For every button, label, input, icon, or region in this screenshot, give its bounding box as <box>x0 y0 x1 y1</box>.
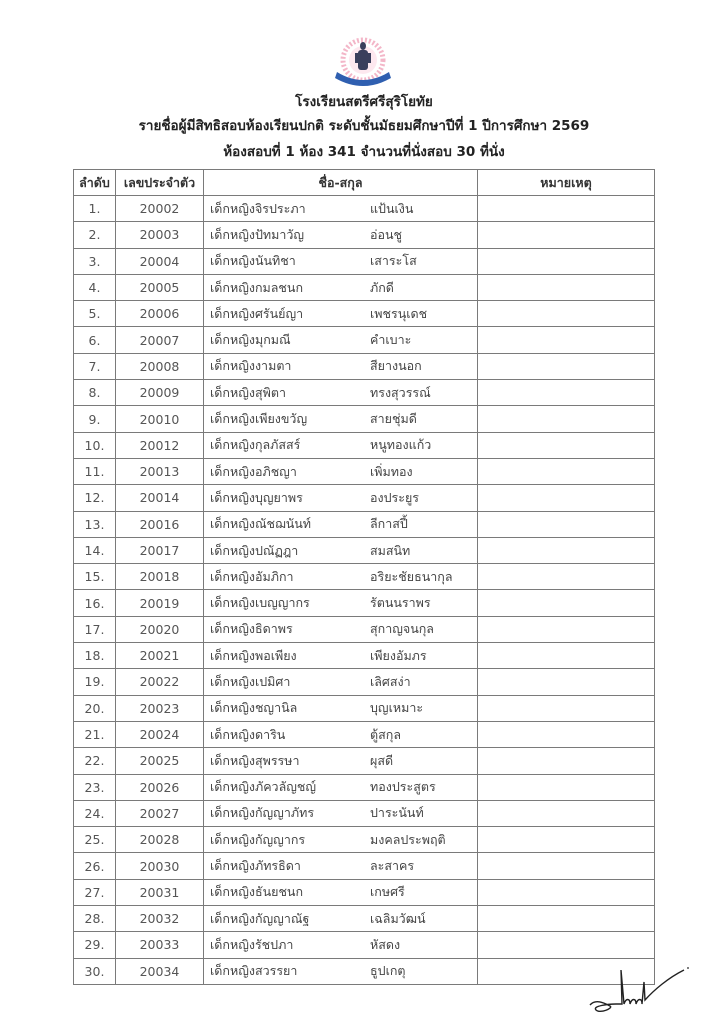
column-header-no: ลำดับ <box>74 170 116 196</box>
last-name: เพียงอัมภร <box>370 647 427 663</box>
student-id: 20002 <box>116 196 204 222</box>
room-info: ห้องสอบที่ 1 ห้อง 341 จำนวนที่นั่งสอบ 30 ที่นั่ง <box>223 144 505 160</box>
student-id: 20019 <box>116 590 204 616</box>
last-name: คำเบาะ <box>370 332 412 348</box>
note <box>478 827 655 853</box>
first-name: เด็กหญิงเบญญากร <box>210 595 310 611</box>
last-name: เสาระโส <box>370 253 417 269</box>
note <box>478 590 655 616</box>
last-name: ปาระนันท์ <box>370 805 424 821</box>
note <box>478 695 655 721</box>
first-name: เด็กหญิงภัควลัญชญ์ <box>210 779 317 795</box>
student-id: 20024 <box>116 721 204 747</box>
table-row <box>74 353 655 379</box>
student-id: 20004 <box>116 248 204 274</box>
student-name <box>204 222 478 248</box>
student-name <box>204 695 478 721</box>
note <box>478 485 655 511</box>
student-id: 20009 <box>116 380 204 406</box>
row-number: 18. <box>74 643 116 669</box>
row-number: 21. <box>74 721 116 747</box>
note <box>478 879 655 905</box>
student-id: 20012 <box>116 432 204 458</box>
table-row <box>74 406 655 432</box>
student-name <box>204 774 478 800</box>
row-number: 12. <box>74 485 116 511</box>
first-name: เด็กหญิงธันยชนก <box>210 884 304 900</box>
student-id: 20030 <box>116 853 204 879</box>
table-row <box>74 669 655 695</box>
candidate-table <box>73 169 655 985</box>
last-name: มงคลประพฤติ <box>370 831 446 847</box>
table-row <box>74 196 655 222</box>
student-name <box>204 564 478 590</box>
note <box>478 511 655 537</box>
note <box>478 458 655 484</box>
student-id: 20033 <box>116 932 204 958</box>
student-id: 20023 <box>116 695 204 721</box>
last-name: ละสาคร <box>370 858 415 874</box>
first-name: เด็กหญิงภัทรธิดา <box>210 858 301 874</box>
last-name: อริยะชัยธนากุล <box>370 568 453 584</box>
student-name <box>204 669 478 695</box>
first-name: เด็กหญิงศรันย์ญา <box>210 305 304 321</box>
student-id: 20005 <box>116 274 204 300</box>
student-id: 20010 <box>116 406 204 432</box>
note <box>478 301 655 327</box>
student-id: 20022 <box>116 669 204 695</box>
student-id: 20026 <box>116 774 204 800</box>
first-name: เด็กหญิงปัทมาวัญ <box>210 226 305 242</box>
table-row <box>74 932 655 958</box>
student-id: 20007 <box>116 327 204 353</box>
first-name: เด็กหญิงนันทิชา <box>210 253 296 269</box>
student-name <box>204 485 478 511</box>
last-name: หัสดง <box>370 936 401 952</box>
first-name: เด็กหญิงสวรรยา <box>210 963 298 979</box>
first-name: เด็กหญิงชญานิล <box>210 700 298 716</box>
table-row <box>74 301 655 327</box>
note <box>478 432 655 458</box>
row-number: 23. <box>74 774 116 800</box>
last-name: เฉลิมวัฒน์ <box>370 910 426 926</box>
student-name <box>204 932 478 958</box>
student-name <box>204 616 478 642</box>
last-name: สมสนิท <box>370 542 411 558</box>
last-name: ธูปเกตุ <box>370 963 406 979</box>
row-number: 4. <box>74 274 116 300</box>
table-row <box>74 380 655 406</box>
table-row <box>74 511 655 537</box>
student-name <box>204 590 478 616</box>
list-title: รายชื่อผู้มีสิทธิสอบห้องเรียนปกติ ระดับชั้นมัธยมศึกษาปีที่ 1 ปีการศึกษา 2569 <box>138 118 590 134</box>
student-name <box>204 827 478 853</box>
first-name: เด็กหญิงดาริน <box>210 726 286 742</box>
first-name: เด็กหญิงปณัฏฎา <box>210 542 299 558</box>
note <box>478 906 655 932</box>
student-id: 20031 <box>116 879 204 905</box>
last-name: แป้นเงิน <box>370 200 414 216</box>
note <box>478 537 655 563</box>
table-row <box>74 485 655 511</box>
student-id: 20017 <box>116 537 204 563</box>
last-name: ทรงสุวรรณ์ <box>370 384 431 400</box>
row-number: 10. <box>74 432 116 458</box>
note <box>478 196 655 222</box>
first-name: เด็กหญิงอัมภิกา <box>210 568 294 584</box>
first-name: เด็กหญิงกัญญาณัฐ <box>210 910 310 926</box>
table-row <box>74 274 655 300</box>
student-id: 20020 <box>116 616 204 642</box>
last-name: ตู้สกุล <box>370 726 401 742</box>
student-name <box>204 800 478 826</box>
row-number: 22. <box>74 748 116 774</box>
row-number: 9. <box>74 406 116 432</box>
row-number: 25. <box>74 827 116 853</box>
student-id: 20008 <box>116 353 204 379</box>
table-row <box>74 222 655 248</box>
row-number: 1. <box>74 196 116 222</box>
note <box>478 643 655 669</box>
note <box>478 748 655 774</box>
note <box>478 853 655 879</box>
last-name: สายชุ่มดี <box>370 411 417 427</box>
note <box>478 616 655 642</box>
first-name: เด็กหญิงสุพรรษา <box>210 752 300 768</box>
first-name: เด็กหญิงจิรประภา <box>210 200 306 216</box>
row-number: 27. <box>74 879 116 905</box>
table-row <box>74 564 655 590</box>
table-row <box>74 721 655 747</box>
note <box>478 800 655 826</box>
student-name <box>204 196 478 222</box>
last-name: เกษศรี <box>370 884 405 900</box>
first-name: เด็กหญิงณัชฌนันท์ <box>210 516 312 532</box>
table-row <box>74 643 655 669</box>
last-name: บุญเหมาะ <box>370 700 424 716</box>
student-name <box>204 511 478 537</box>
student-name <box>204 432 478 458</box>
table-row <box>74 800 655 826</box>
table-row <box>74 827 655 853</box>
note <box>478 222 655 248</box>
last-name: อ่อนชู <box>370 226 403 242</box>
first-name: เด็กหญิงกัญญาภัทร <box>210 805 315 821</box>
table-row <box>74 906 655 932</box>
row-number: 24. <box>74 800 116 826</box>
last-name: ภักดี <box>370 279 394 295</box>
note <box>478 327 655 353</box>
column-header-note: หมายเหตุ <box>478 170 655 196</box>
first-name: เด็กหญิงกุลภัสสร์ <box>210 437 301 453</box>
student-name <box>204 537 478 563</box>
row-number: 3. <box>74 248 116 274</box>
student-name <box>204 958 478 984</box>
last-name: เพชรนุเดช <box>370 305 428 321</box>
student-id: 20003 <box>116 222 204 248</box>
student-name <box>204 248 478 274</box>
table-header-row <box>74 170 655 196</box>
table-row <box>74 248 655 274</box>
row-number: 26. <box>74 853 116 879</box>
student-id: 20028 <box>116 827 204 853</box>
student-name <box>204 353 478 379</box>
row-number: 11. <box>74 458 116 484</box>
note <box>478 406 655 432</box>
first-name: เด็กหญิงอภิชญา <box>210 463 297 479</box>
student-name <box>204 906 478 932</box>
student-id: 20013 <box>116 458 204 484</box>
first-name: เด็กหญิงรัชปภา <box>210 936 294 952</box>
table-row <box>74 590 655 616</box>
student-name <box>204 301 478 327</box>
last-name: สุกาญจนกุล <box>370 621 434 637</box>
note <box>478 353 655 379</box>
row-number: 15. <box>74 564 116 590</box>
row-number: 13. <box>74 511 116 537</box>
row-number: 5. <box>74 301 116 327</box>
column-header-id: เลขประจำตัว <box>116 170 204 196</box>
first-name: เด็กหญิงมุกมณี <box>210 332 291 348</box>
student-id: 20032 <box>116 906 204 932</box>
last-name: เพิ่มทอง <box>370 463 413 479</box>
student-id: 20034 <box>116 958 204 984</box>
note <box>478 380 655 406</box>
student-id: 20027 <box>116 800 204 826</box>
row-number: 28. <box>74 906 116 932</box>
row-number: 14. <box>74 537 116 563</box>
last-name: เลิศสง่า <box>370 673 411 689</box>
logo-banner-icon <box>335 72 391 86</box>
row-number: 7. <box>74 353 116 379</box>
last-name: รัตนนราพร <box>370 595 431 611</box>
row-number: 8. <box>74 380 116 406</box>
student-name <box>204 406 478 432</box>
first-name: เด็กหญิงบุญยาพร <box>210 489 303 505</box>
school-logo <box>331 36 395 90</box>
student-name <box>204 879 478 905</box>
student-id: 20016 <box>116 511 204 537</box>
last-name: ทองประสูตร <box>370 779 436 795</box>
last-name: ลีกาสปี้ <box>370 516 408 532</box>
row-number: 30. <box>74 958 116 984</box>
table-row <box>74 879 655 905</box>
student-name <box>204 380 478 406</box>
first-name: เด็กหญิงกมลชนก <box>210 279 304 295</box>
table-row <box>74 327 655 353</box>
note <box>478 932 655 958</box>
row-number: 29. <box>74 932 116 958</box>
first-name: เด็กหญิงธิดาพร <box>210 621 293 637</box>
student-id: 20014 <box>116 485 204 511</box>
table-row <box>74 748 655 774</box>
signature <box>588 960 698 1020</box>
row-number: 6. <box>74 327 116 353</box>
student-id: 20021 <box>116 643 204 669</box>
note <box>478 774 655 800</box>
note <box>478 274 655 300</box>
row-number: 19. <box>74 669 116 695</box>
row-number: 2. <box>74 222 116 248</box>
first-name: เด็กหญิงกัญญากร <box>210 831 306 847</box>
table-row <box>74 958 655 984</box>
student-name <box>204 853 478 879</box>
table-row <box>74 774 655 800</box>
student-name <box>204 327 478 353</box>
first-name: เด็กหญิงเปมิศา <box>210 673 291 689</box>
row-number: 20. <box>74 695 116 721</box>
first-name: เด็กหญิงเพียงขวัญ <box>210 411 308 427</box>
table-row <box>74 695 655 721</box>
note <box>478 248 655 274</box>
note <box>478 669 655 695</box>
table-row <box>74 537 655 563</box>
table-row <box>74 458 655 484</box>
first-name: เด็กหญิงพอเพียง <box>210 647 297 663</box>
last-name: ผุสดี <box>370 752 394 768</box>
student-name <box>204 458 478 484</box>
last-name: หนูทองแก้ว <box>370 437 432 453</box>
table-row <box>74 432 655 458</box>
row-number: 17. <box>74 616 116 642</box>
student-name <box>204 721 478 747</box>
first-name: เด็กหญิงงามตา <box>210 358 292 374</box>
last-name: องประยูร <box>370 489 420 505</box>
row-number: 16. <box>74 590 116 616</box>
student-name <box>204 274 478 300</box>
first-name: เด็กหญิงสุพิตา <box>210 384 286 400</box>
student-id: 20025 <box>116 748 204 774</box>
table-row <box>74 616 655 642</box>
note <box>478 721 655 747</box>
student-id: 20006 <box>116 301 204 327</box>
student-name <box>204 748 478 774</box>
student-id: 20018 <box>116 564 204 590</box>
last-name: สียางนอก <box>370 358 422 374</box>
student-name <box>204 643 478 669</box>
note <box>478 564 655 590</box>
column-header-name: ชื่อ-สกุล <box>204 170 478 196</box>
table-row <box>74 853 655 879</box>
school-name: โรงเรียนสตรีศรีสุริโยทัย <box>295 94 433 110</box>
